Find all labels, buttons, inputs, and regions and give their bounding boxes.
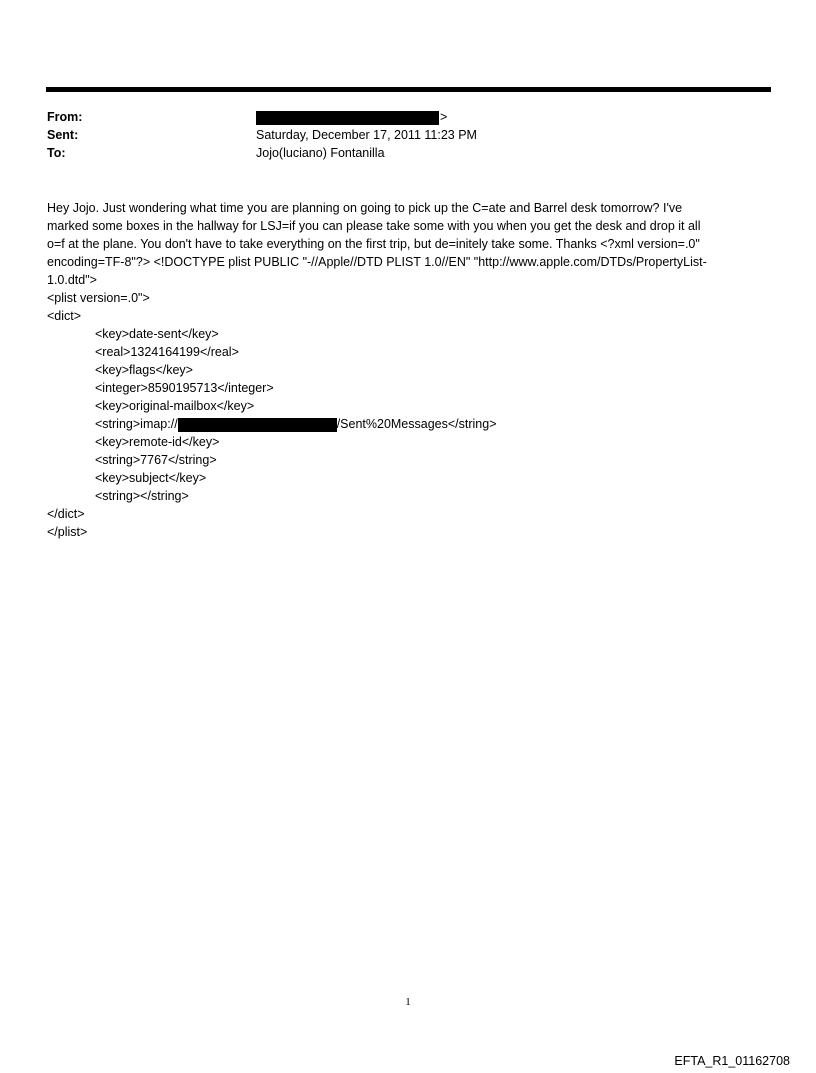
dict-line: <string>7767</string> — [95, 453, 217, 467]
dict-line: <integer>8590195713</integer> — [95, 381, 274, 395]
body-line: 1.0.dtd"> — [47, 273, 97, 287]
dict-line: <key>date-sent</key> — [95, 327, 219, 341]
top-divider — [46, 87, 771, 92]
page-number: 1 — [405, 996, 411, 1008]
from-value — [256, 108, 447, 126]
to-label: To: — [47, 146, 66, 160]
sent-row — [47, 126, 767, 144]
message-paragraph — [47, 199, 767, 289]
dict-close-tag: </dict> — [47, 507, 85, 521]
to-value: Jojo(luciano) Fontanilla — [256, 146, 385, 160]
redaction-box — [178, 418, 337, 432]
plist-close-tag: </plist> — [47, 525, 88, 539]
from-row — [47, 108, 767, 126]
email-header — [47, 108, 767, 162]
document-id: EFTA_R1_01162708 — [674, 1054, 790, 1068]
from-suffix: > — [440, 110, 448, 124]
dict-open-tag: <dict> — [47, 309, 82, 323]
imap-suffix: /Sent%20Messages</string> — [336, 417, 497, 431]
dict-line: <key>subject</key> — [95, 471, 207, 485]
dict-line: <real>1324164199</real> — [95, 345, 239, 359]
body-line: marked some boxes in the hallway for LSJ=if you can please take some with you when you get the desk and drop it all — [47, 219, 701, 233]
body-line: encoding=TF-8"?> <!DOCTYPE plist PUBLIC "-//Apple//DTD PLIST 1.0//EN" "http://www.apple.com/DTDs/PropertyList- — [47, 255, 707, 269]
plist-open-tag: <plist version=.0"> — [47, 291, 150, 305]
imap-line — [47, 415, 767, 433]
dict-line: <key>remote-id</key> — [95, 435, 220, 449]
sent-value: Saturday, December 17, 2011 11:23 PM — [256, 128, 477, 142]
imap-prefix: <string>imap:// — [95, 417, 178, 431]
dict-line: <string></string> — [95, 489, 189, 503]
redaction-box — [256, 111, 439, 125]
dict-line: <key>original-mailbox</key> — [95, 399, 255, 413]
email-body — [47, 199, 767, 541]
from-label: From: — [47, 110, 83, 124]
to-row — [47, 144, 767, 162]
body-line: o=f at the plane. You don't have to take everything on the first trip, but de=initely take some. Thanks <?xml version=.0" — [47, 237, 700, 251]
sent-label: Sent: — [47, 128, 79, 142]
body-line: Hey Jojo. Just wondering what time you are planning on going to pick up the C=ate and Barrel desk tomorrow? I've — [47, 201, 683, 215]
dict-line: <key>flags</key> — [95, 363, 193, 377]
